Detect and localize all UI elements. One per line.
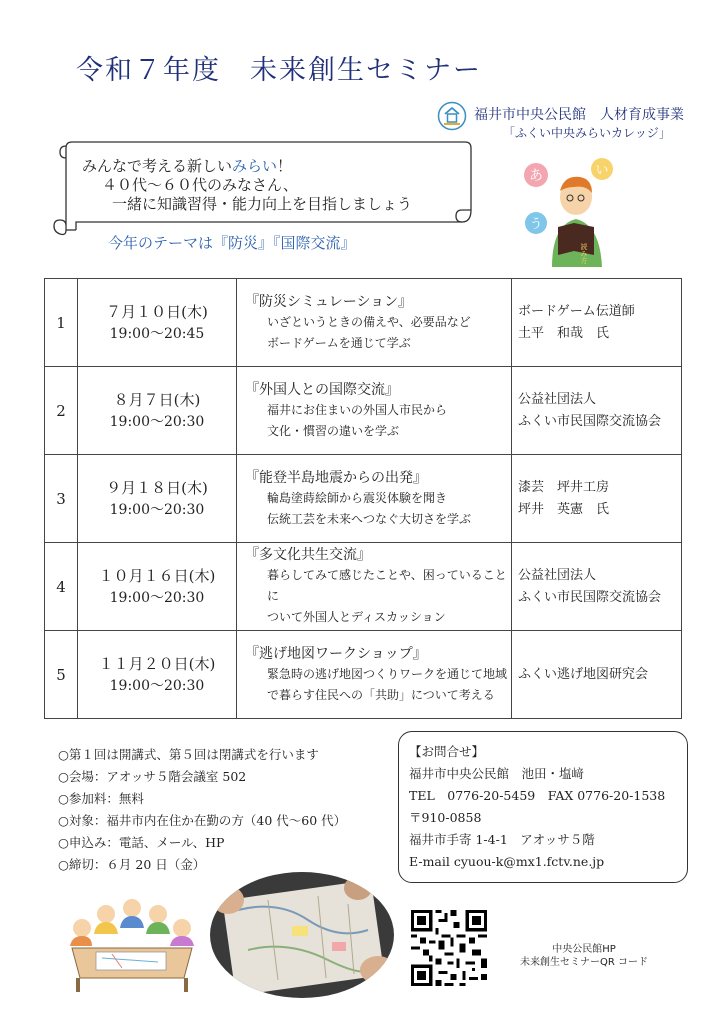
organizer-line: 福井市中央公民館 人材育成事業: [474, 107, 684, 123]
lecturer-line1: ボードゲーム伝道師: [518, 303, 635, 319]
contact-box: [398, 731, 688, 883]
people-group-icon: [62, 878, 202, 994]
contact-address: 福井市手寄 1-4-1 アオッサ５階: [409, 832, 595, 847]
session-desc1: 緊急時の逃げ地図つくりワークを通じて地域: [267, 666, 508, 681]
table-row: [45, 455, 682, 543]
session-topic: [237, 543, 512, 631]
bubble-u: う: [529, 217, 543, 232]
session-desc2: 文化・慣習の違いを学ぶ: [267, 423, 400, 438]
lecturer-line1: 公益社団法人: [518, 567, 597, 583]
session-desc1: 暮らしてみて感じたことや、困っていることに: [267, 568, 507, 603]
session-title: 『外国人との国際交流』: [245, 381, 399, 398]
note-item: ○会場：アオッサ５階会議室 502: [58, 769, 247, 784]
session-topic: [237, 367, 512, 455]
organizer-subtitle: 「ふくい中央みらいカレッジ」: [503, 126, 671, 140]
qr-caption-line1: 中央公民館HP: [552, 944, 616, 955]
page-title: 令和７年度 未来創生セミナー: [76, 55, 482, 86]
session-time: 19:00～20:45: [109, 325, 205, 342]
reading-man-icon: [524, 157, 624, 267]
intro-line1-accent: みらい: [232, 157, 278, 175]
qr-code-icon[interactable]: [411, 910, 487, 986]
session-lecturer: [512, 543, 682, 631]
session-lecturer: [512, 631, 682, 719]
qr-caption-line2: 未来創生セミナーQR コード: [520, 957, 648, 968]
session-datetime: [78, 279, 237, 367]
session-datetime: [78, 543, 237, 631]
session-no: 2: [45, 367, 78, 455]
note-item: ○第１回は開講式、第５回は閉講式を行います: [58, 747, 319, 762]
session-time: 19:00～20:30: [109, 413, 205, 430]
session-desc2: ついて外国人とディスカッション: [267, 610, 446, 624]
bubble-a: あ: [529, 168, 543, 184]
lecturer-line1: 公益社団法人: [518, 391, 597, 407]
session-title: 『逃げ地図ワークショップ』: [245, 645, 427, 662]
contact-org: 福井市中央公民館 池田・塩﨑: [409, 766, 585, 781]
session-date: ７月１０日(木): [106, 302, 208, 321]
contact-email[interactable]: E-mail cyuou-k@mx1.fctv.ne.jp: [409, 854, 605, 869]
session-desc1: 福井にお住まいの外国人市民から: [267, 402, 448, 417]
lecturer-line2: 坪井 英憲 氏: [518, 501, 610, 517]
org-logo-icon: [437, 101, 467, 131]
session-lecturer: [512, 455, 682, 543]
note-item: ○締切：６月 20 日（金）: [58, 857, 206, 872]
session-desc2: ボードゲームを通じて学ぶ: [267, 335, 411, 350]
table-row: [45, 631, 682, 719]
lecturer-line1: 漆芸 坪井工房: [518, 479, 610, 495]
session-title: 『防災シミュレーション』: [245, 293, 413, 310]
book-title: 読み方: [580, 243, 588, 264]
session-title: 『多文化共生交流』: [245, 547, 371, 563]
session-topic: [237, 455, 512, 543]
session-desc1: いざというときの備えや、必要品など: [267, 314, 471, 329]
note-item: ○対象：福井市内在住か在勤の方（40 代～60 代）: [58, 813, 347, 828]
intro-line3: 一緒に知識習得・能力向上を目指しましょう: [112, 195, 413, 213]
contact-phone: TEL 0776-20-5459 FAX 0776-20-1538: [409, 788, 666, 803]
intro-line2: ４０代～６０代のみなさん、: [102, 176, 298, 194]
table-row: [45, 279, 682, 367]
notes-list: [58, 744, 346, 876]
session-datetime: [78, 631, 237, 719]
session-time: 19:00～20:30: [109, 589, 205, 606]
session-date: １１月２０日(木): [98, 654, 216, 673]
session-lecturer: [512, 367, 682, 455]
lecturer-line2: ふくい市民国際交流協会: [518, 413, 662, 429]
session-time: 19:00～20:30: [109, 677, 205, 694]
session-date: ８月７日(木): [113, 390, 201, 409]
session-desc1: 輪島塗蒔絵師から震災体験を聞き: [267, 490, 448, 505]
intro-line1-pre: みんなで考える新しい: [82, 157, 233, 175]
session-datetime: [78, 367, 237, 455]
session-time: 19:00～20:30: [109, 501, 205, 518]
session-no: 1: [45, 279, 78, 367]
session-title: 『能登半島地震からの出発』: [245, 469, 427, 486]
session-desc2: 伝統工芸を未来へつなぐ大切さを学ぶ: [267, 511, 472, 526]
session-date: ９月１８日(木): [106, 478, 208, 497]
session-topic: [237, 279, 512, 367]
session-no: 5: [45, 631, 78, 719]
intro-message: [82, 157, 412, 214]
lecturer-line2: ふくい市民国際交流協会: [518, 589, 662, 605]
schedule-table: [44, 278, 682, 719]
qr-caption: [520, 943, 648, 969]
session-topic: [237, 631, 512, 719]
contact-zip: 〒910-0858: [409, 810, 482, 825]
lecturer-line2: 土平 和哉 氏: [518, 325, 610, 341]
session-lecturer: [512, 279, 682, 367]
lecturer-line1: ふくい逃げ地図研究会: [518, 666, 649, 682]
session-no: 4: [45, 543, 78, 631]
theme-line: 今年のテーマは『防災』『国際交流』: [108, 234, 356, 252]
note-item: ○参加料：無料: [58, 791, 144, 806]
table-row: [45, 367, 682, 455]
session-no: 3: [45, 455, 78, 543]
bubble-i: い: [595, 163, 609, 178]
map-workshop-photo: [208, 870, 396, 1000]
intro-line1-post: ！: [277, 157, 293, 175]
note-item: ○申込み：電話、メール、HP: [58, 835, 225, 850]
session-desc2: で暮らす住民への「共助」について考える: [267, 687, 495, 702]
contact-heading: 【お問合せ】: [409, 744, 485, 759]
session-datetime: [78, 455, 237, 543]
table-row: [45, 543, 682, 631]
session-date: １０月１６日(木): [98, 566, 216, 585]
